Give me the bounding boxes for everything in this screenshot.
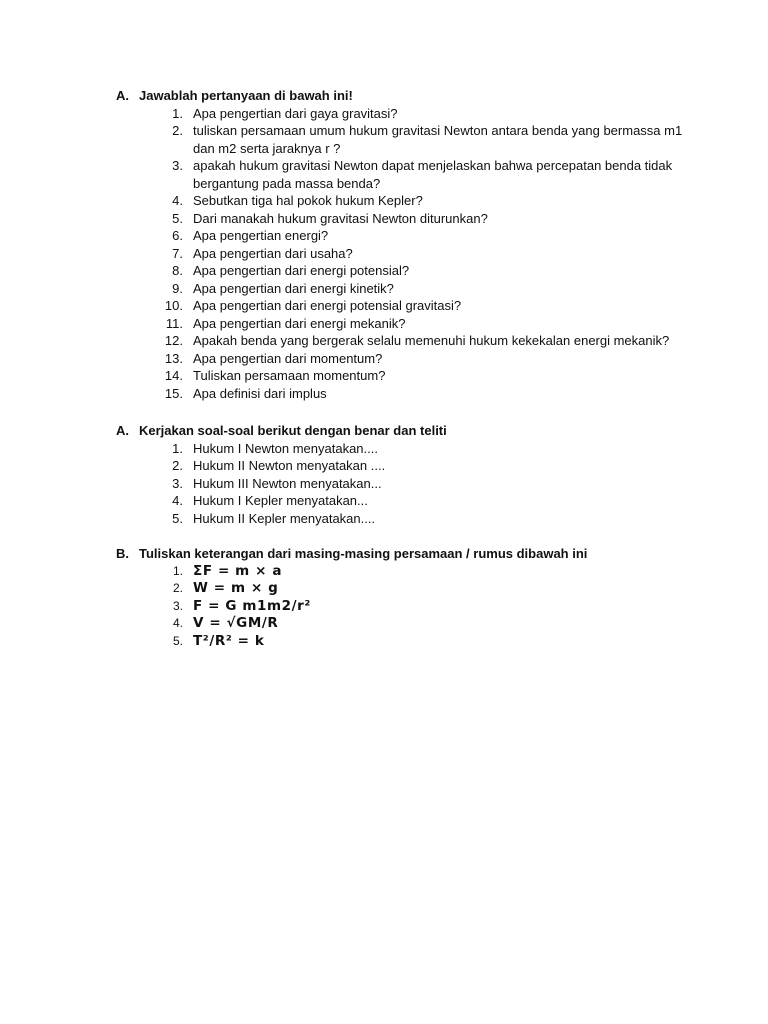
item-text: Sebutkan tiga hal pokok hukum Kepler? bbox=[193, 193, 423, 208]
item-number: 7. bbox=[172, 245, 183, 261]
section-title: Jawablah pertanyaan di bawah ini! bbox=[139, 88, 353, 103]
item-text: Hukum II Newton menyatakan .... bbox=[193, 458, 386, 473]
item-number: 1. bbox=[172, 440, 183, 456]
item-text: apakah hukum gravitasi Newton dapat menjelaskan bahwa percepatan benda tidak bergantung pada massa benda? bbox=[193, 158, 673, 191]
section-a-exercises bbox=[116, 422, 696, 527]
section-letter: A. bbox=[116, 88, 129, 103]
formula-text: T²/R² = k bbox=[193, 632, 265, 649]
item-text: Apa pengertian dari energi kinetik? bbox=[193, 280, 394, 296]
section-title: Kerjakan soal-soal berikut dengan benar dan teliti bbox=[139, 423, 447, 438]
item-number: 4. bbox=[172, 616, 183, 630]
item-number: 4. bbox=[172, 193, 183, 208]
item-number: 2. bbox=[172, 458, 183, 473]
list-item bbox=[160, 633, 696, 651]
exercise-list bbox=[116, 440, 696, 528]
item-number: 10. bbox=[164, 298, 183, 313]
item-number: 11. bbox=[165, 315, 183, 331]
list-item bbox=[160, 105, 696, 123]
list-item bbox=[160, 440, 696, 458]
item-text: tuliskan persamaan umum hukum gravitasi Newton antara benda yang bermassa m1 dan m2 serta jaraknya r ? bbox=[193, 123, 683, 156]
item-number: 9. bbox=[172, 280, 183, 296]
item-text: Hukum I Newton menyatakan.... bbox=[193, 440, 378, 456]
list-item bbox=[160, 367, 696, 385]
item-text: Apa pengertian dari energi potensial gravitasi? bbox=[193, 298, 462, 313]
list-item bbox=[160, 615, 696, 633]
list-item bbox=[160, 297, 696, 315]
item-number: 5. bbox=[172, 510, 183, 526]
section-b-formulas bbox=[116, 545, 696, 650]
list-item bbox=[160, 563, 696, 581]
formula-text: F = G m1m2/r² bbox=[193, 597, 311, 614]
question-list bbox=[116, 105, 696, 403]
list-item bbox=[160, 350, 696, 368]
list-item bbox=[160, 580, 696, 598]
list-item bbox=[160, 510, 696, 528]
item-text: Apa pengertian dari energi mekanik? bbox=[193, 315, 406, 331]
list-item bbox=[160, 227, 696, 245]
list-item bbox=[160, 210, 696, 228]
item-number: 12. bbox=[164, 333, 183, 348]
list-item bbox=[160, 385, 696, 403]
list-item bbox=[160, 598, 696, 616]
list-item bbox=[160, 262, 696, 280]
section-letter: B. bbox=[116, 546, 129, 561]
list-item bbox=[160, 280, 696, 298]
item-number: 5. bbox=[172, 210, 183, 226]
item-number: 4. bbox=[172, 493, 183, 508]
item-text: Tuliskan persamaan momentum? bbox=[193, 368, 386, 383]
item-text: Hukum III Newton menyatakan... bbox=[193, 475, 382, 491]
item-number: 3. bbox=[172, 598, 183, 613]
item-number: 2. bbox=[172, 581, 183, 595]
section-title: Tuliskan keterangan dari masing-masing persamaan / rumus dibawah ini bbox=[139, 546, 588, 561]
item-text: Hukum I Kepler menyatakan... bbox=[193, 493, 368, 508]
section-heading bbox=[116, 545, 696, 563]
formula-text: V = √GM/R bbox=[193, 615, 279, 631]
list-item bbox=[160, 457, 696, 475]
item-number: 5. bbox=[172, 633, 183, 648]
item-number: 1. bbox=[172, 105, 183, 121]
list-item bbox=[160, 315, 696, 333]
item-text: Apa pengertian dari momentum? bbox=[193, 350, 383, 366]
formula-list bbox=[116, 563, 696, 651]
item-number: 13. bbox=[164, 350, 183, 366]
item-text: Apakah benda yang bergerak selalu memenuhi hukum kekekalan energi mekanik? bbox=[193, 333, 670, 348]
item-text: Apa pengertian dari gaya gravitasi? bbox=[193, 105, 398, 121]
list-item bbox=[160, 332, 696, 350]
section-heading bbox=[116, 422, 696, 440]
list-item bbox=[160, 122, 696, 157]
item-text: Apa pengertian energi? bbox=[193, 228, 329, 243]
list-item bbox=[160, 245, 696, 263]
item-text: Apa pengertian dari usaha? bbox=[193, 245, 353, 261]
item-number: 14. bbox=[164, 368, 183, 383]
item-number: 3. bbox=[172, 158, 183, 173]
list-item bbox=[160, 475, 696, 493]
section-a-questions bbox=[116, 87, 696, 402]
item-number: 15. bbox=[164, 385, 183, 401]
formula-text: W = m × g bbox=[193, 580, 279, 596]
item-text: Dari manakah hukum gravitasi Newton diturunkan? bbox=[193, 210, 488, 226]
item-text: Apa definisi dari implus bbox=[193, 385, 327, 401]
item-number: 6. bbox=[172, 228, 183, 243]
item-number: 3. bbox=[172, 475, 183, 491]
list-item bbox=[160, 192, 696, 210]
item-text: Apa pengertian dari energi potensial? bbox=[193, 263, 410, 278]
formula-text: ΣF = m × a bbox=[193, 562, 283, 579]
list-item bbox=[160, 492, 696, 510]
section-letter: A. bbox=[116, 423, 129, 438]
list-item bbox=[160, 157, 696, 192]
section-heading bbox=[116, 87, 696, 105]
item-number: 8. bbox=[172, 263, 183, 278]
item-number: 2. bbox=[172, 123, 183, 138]
item-text: Hukum II Kepler menyatakan.... bbox=[193, 510, 376, 526]
item-number: 1. bbox=[172, 563, 183, 578]
